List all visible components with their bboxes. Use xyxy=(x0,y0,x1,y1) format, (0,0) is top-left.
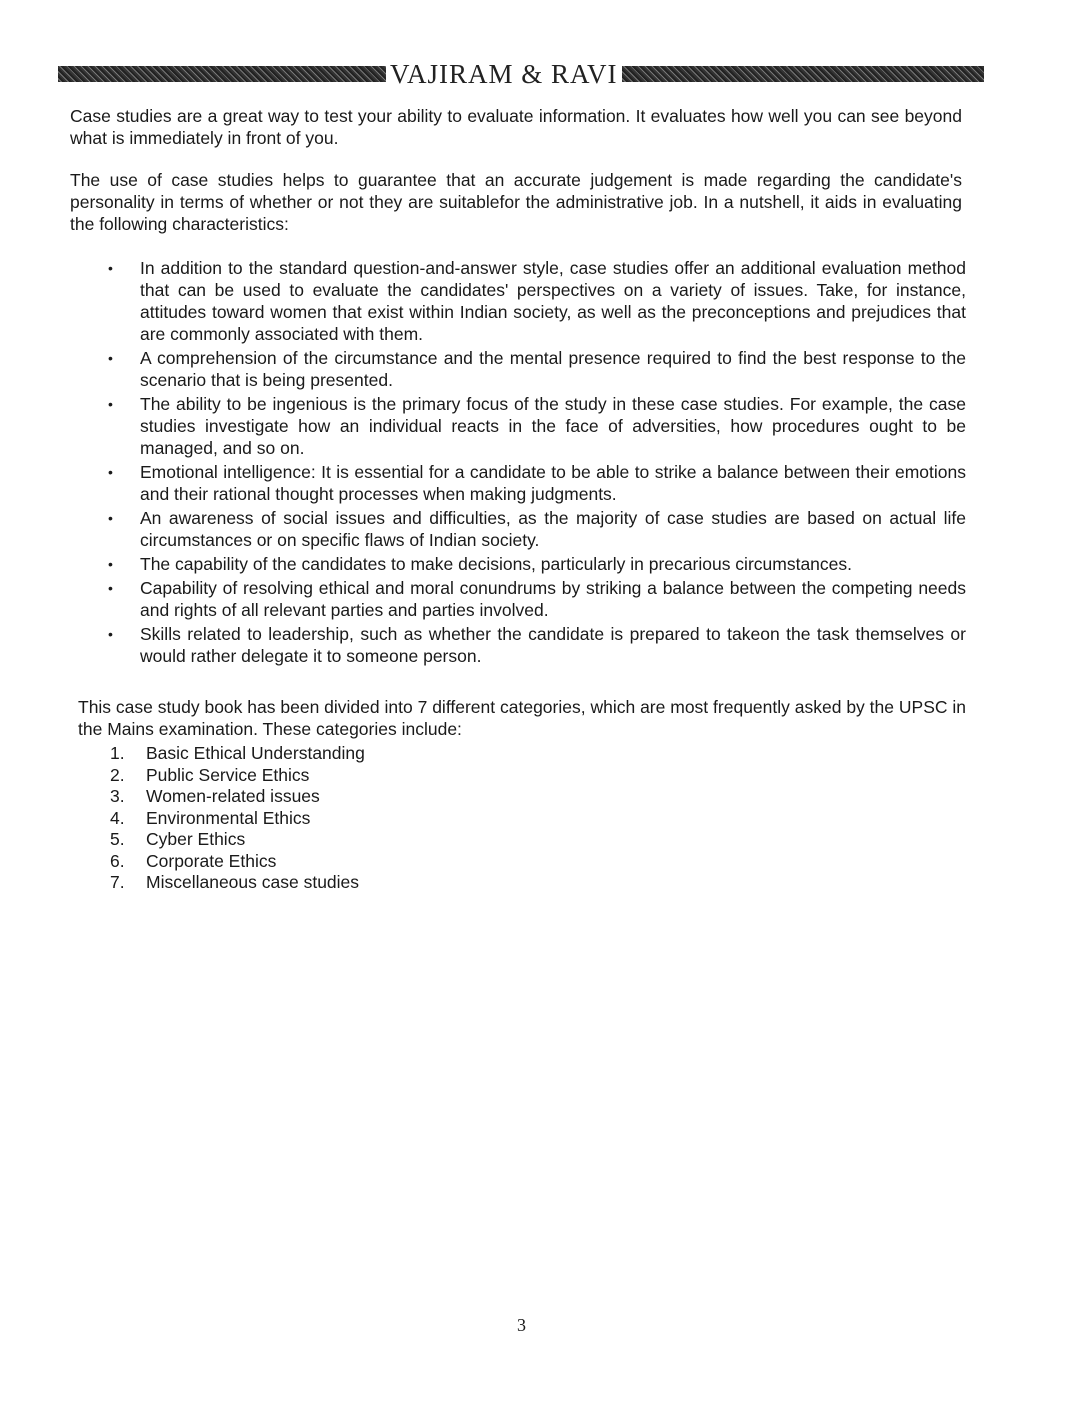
list-item-text: The ability to be ingenious is the primary focus of the study in these case studies. For example, the case studies investigate how an individual reacts in the face of adversities, how procedures ought to be managed, and so on. xyxy=(140,394,966,458)
category-item xyxy=(110,765,365,787)
item-number: 3. xyxy=(110,786,125,806)
item-label: Miscellaneous case studies xyxy=(146,872,360,892)
bullet-icon: • xyxy=(108,556,113,572)
bullet-icon: • xyxy=(108,626,113,642)
bullet-icon: • xyxy=(108,464,113,480)
page-header xyxy=(58,59,984,89)
bullet-icon: • xyxy=(108,350,113,366)
category-item xyxy=(110,808,365,830)
intro-paragraph-1: Case studies are a great way to test your ability to evaluate information. It evaluates how well you can see beyond what is immediately in front of you. xyxy=(70,106,962,148)
list-item-text: The capability of the candidates to make decisions, particularly in precarious circumstances. xyxy=(140,554,853,574)
bullet-icon: • xyxy=(108,396,113,412)
category-item xyxy=(110,872,365,894)
item-number: 6. xyxy=(110,850,125,871)
header-bar-left xyxy=(58,66,386,82)
list-item xyxy=(104,577,966,621)
list-item-text: Capability of resolving ethical and moral conundrums by striking a balance between the competing needs and rights of all relevant parties and parties involved. xyxy=(140,578,966,620)
brand-logo-text: VAJIRAM & RAVI xyxy=(390,59,618,89)
list-item xyxy=(104,507,966,551)
item-label: Cyber Ethics xyxy=(146,829,246,849)
item-label: Environmental Ethics xyxy=(146,807,311,828)
category-item xyxy=(110,851,365,873)
categories-intro: This case study book has been divided into 7 different categories, which are most frequently asked by the UPSC in the Mains examination. These categories include: xyxy=(78,697,966,739)
list-item xyxy=(104,623,966,667)
category-item xyxy=(110,786,365,808)
item-label: Corporate Ethics xyxy=(146,850,277,871)
list-item-text: An awareness of social issues and difficulties, as the majority of case studies are based on actual life circumstances or on specific flaws of Indian society. xyxy=(140,508,966,550)
list-item-text: A comprehension of the circumstance and the mental presence required to find the best response to the scenario that is being presented. xyxy=(140,348,966,390)
item-label: Public Service Ethics xyxy=(146,764,310,785)
bullet-icon: • xyxy=(108,260,113,276)
bullet-icon: • xyxy=(108,580,113,596)
list-item xyxy=(104,347,966,391)
item-number: 1. xyxy=(110,743,125,763)
category-item xyxy=(110,743,365,765)
list-item xyxy=(104,553,966,575)
list-item xyxy=(104,393,966,459)
list-item xyxy=(104,257,966,345)
item-label: Women-related issues xyxy=(146,786,320,806)
list-item-text: Emotional intelligence: It is essential for a candidate to be able to strike a balance between their emotions and their rational thought processes when making judgments. xyxy=(140,462,966,504)
categories-list xyxy=(110,743,365,894)
item-number: 2. xyxy=(110,764,125,785)
bullet-icon: • xyxy=(108,510,113,526)
list-item-text: Skills related to leadership, such as whether the candidate is prepared to takeon the task themselves or would rather delegate it to someone person. xyxy=(140,624,966,666)
item-number: 4. xyxy=(110,807,125,828)
category-item xyxy=(110,829,365,851)
intro-paragraph-2: The use of case studies helps to guarantee that an accurate judgement is made regarding the candidate's personality in terms of whether or not they are suitablefor the administrative job. In a nutshell, it aids in evaluating the following characteristics: xyxy=(70,170,962,234)
page-number: 3 xyxy=(517,1315,526,1335)
header-bar-right xyxy=(622,66,984,82)
item-label: Basic Ethical Understanding xyxy=(146,743,365,763)
characteristics-list xyxy=(104,257,966,669)
list-item-text: In addition to the standard question-and-answer style, case studies offer an additional evaluation method that can be used to evaluate the candidates' perspectives on a variety of issues. Take, for instance, attitudes toward women that exist within Indian society, as well as the preconceptions and prejudices that are commonly associated with them. xyxy=(140,258,966,344)
list-item xyxy=(104,461,966,505)
item-number: 7. xyxy=(110,872,125,892)
item-number: 5. xyxy=(110,829,125,849)
